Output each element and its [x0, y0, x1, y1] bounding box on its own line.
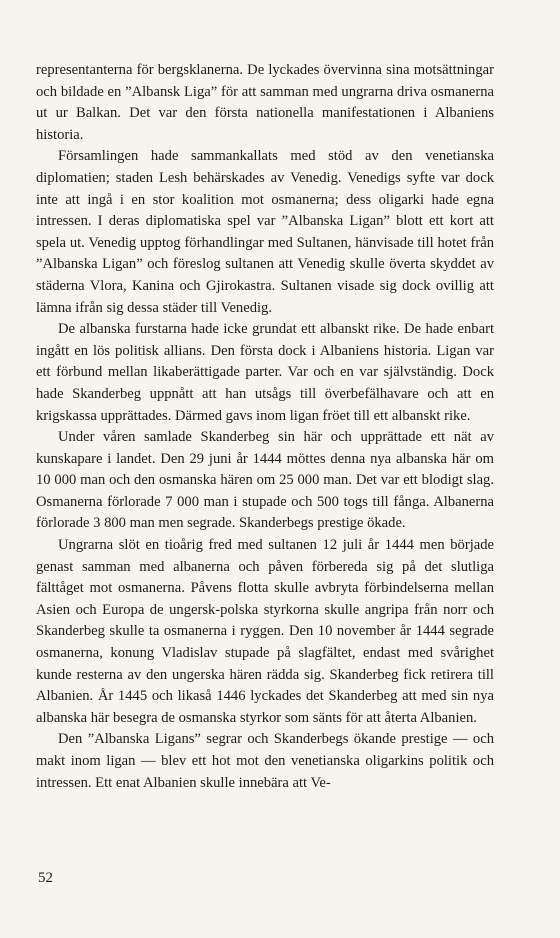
paragraph: Församlingen hade sammankallats med stöd av den venetianska diplomatien; staden Lesh behärskades av Venedig. Venedigs syfte var dock inte att ingå i en stor koalition mot osmanerna; dess oligarki hade egna intressen. I deras diplomatiska spel var ”Albanska Ligan” blott ett kort att spela ut. Venedig upptog förhandlingar med Sultanen, hänvisade till hotet från ”Albanska Ligan” och föreslog sultanen att Venedig skulle överta skyddet av städerna Vlora, Kanina och Gjirokastra. Sultanen visade sig dock ovillig att lämna ifrån sig dessa städer till Venedig. [36, 148, 494, 316]
paragraph-continuation: representanterna för bergsklanerna. De lyckades övervinna sina motsättningar och bildade en ”Albansk Liga” för att samman med ungrarna driva osmanerna ut ur Balkan. Det var den första nationella manifestationen i Albaniens historia. [36, 62, 494, 143]
page-body [36, 60, 494, 794]
paragraph: Den ”Albanska Ligans” segrar och Skanderbegs ökande prestige — och makt inom ligan — blev ett hot mot den venetianska oligarkins politik och intressen. Ett enat Albanien skulle innebära att Ve- [36, 731, 494, 791]
paragraph: Ungrarna slöt en tioårig fred med sultanen 12 juli år 1444 men började genast samman med albanerna och påven förbereda sig på det slutliga fälttåget mot osmanerna. Påvens flotta skulle avbryta förbindelserna mellan Asien och Europa de ungersk-polska styrkorna skulle angripa från norr och Skanderbeg skulle ta osmanerna i ryggen. Den 10 november år 1444 segrade osmanerna, konung Vladislav stupade på slagfältet, endast med svårighet kunde resterna av den ungerska hären rädda sig. Skanderbeg fick retirera till Albanien. År 1445 och likaså 1446 lyckades det Skanderbeg att med sin nya albanska här besegra de osmanska styrkor som sänts för att återta Albanien. [36, 537, 494, 726]
paragraph: De albanska furstarna hade icke grundat ett albanskt rike. De hade enbart ingått en lös politisk allians. Den första dock i Albaniens historia. Ligan var ett förbund mellan likaberättigade parter. Var och en var självständig. Dock hade Skanderbeg uppnått att han utsågs till överbefälhavare och att en krigskassa upprättades. Därmed gavs inom ligan fröet till ett albanskt rike. [36, 321, 494, 424]
paragraph: Under våren samlade Skanderbeg sin här och upprättade ett nät av kunskapare i landet. Den 29 juni år 1444 möttes denna nya albanska här om 10 000 man och den osmanska hären om 25 000 man. Det var ett blodigt slag. Osmanerna förlorade 7 000 man i stupade och 500 togs till fånga. Albanerna förlorade 3 800 man men segrade. Skanderbegs prestige ökade. [36, 429, 494, 532]
page-number: 52 [38, 870, 53, 886]
